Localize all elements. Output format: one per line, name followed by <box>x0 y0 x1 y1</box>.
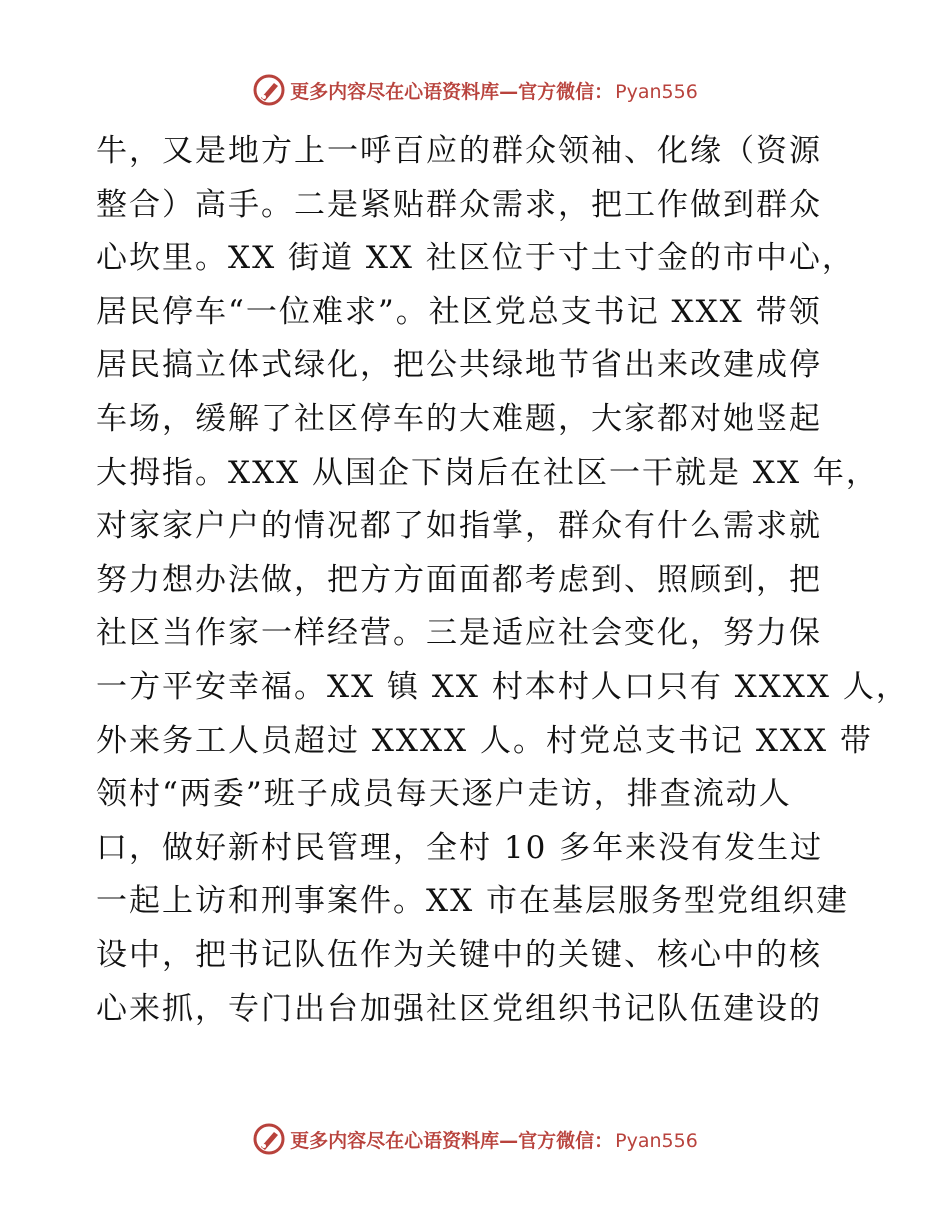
text-line: 领村“两委”班子成员每天逐户走访，排查流动人 <box>96 776 792 813</box>
banner-text: 更多内容尽在心语资料库—官方微信： Pyan556 <box>290 1129 698 1152</box>
text-line: 整合）高手。二是紧贴群众需求，把工作做到群众 <box>96 186 822 223</box>
banner-text: 更多内容尽在心语资料库—官方微信： Pyan556 <box>290 80 698 103</box>
text-line: 口，做好新村民管理，全村 10 多年来没有发生过 <box>96 829 824 866</box>
text-line: 心来抓，专门出台加强社区党组织书记队伍建设的 <box>96 990 822 1027</box>
header-banner <box>0 70 950 110</box>
text-line: 居民停车“一位难求”。社区党总支书记 XXX 带领 <box>96 293 822 330</box>
text-line: 社区当作家一样经营。三是适应社会变化，努力保 <box>96 615 822 652</box>
footer-banner <box>0 1119 950 1159</box>
document-body <box>96 125 909 1036</box>
text-line: 居民搞立体式绿化，把公共绿地节省出来改建成停 <box>96 347 822 384</box>
text-line: 努力想办法做，把方方面面都考虑到、照顾到，把 <box>96 561 822 598</box>
text-line: 一方平安幸福。XX 镇 XX 村本村人口只有 XXXX 人， <box>96 668 909 705</box>
text-line: 牛，又是地方上一呼百应的群众领袖、化缘（资源 <box>96 133 822 169</box>
text-line: 车场，缓解了社区停车的大难题，大家都对她竖起 <box>96 400 822 437</box>
text-line: 心坎里。XX 街道 XX 社区位于寸土寸金的市中心， <box>96 240 855 277</box>
pen-seal-icon <box>252 1122 286 1156</box>
text-line: 设中，把书记队伍作为关键中的关键、核心中的核 <box>96 936 822 973</box>
text-line: 大拇指。XXX 从国企下岗后在社区一干就是 XX 年， <box>96 454 879 491</box>
wechat-account: Pyan556 <box>615 1129 698 1152</box>
wechat-account: Pyan556 <box>615 80 698 103</box>
text-line: 对家家户户的情况都了如指掌，群众有什么需求就 <box>96 508 822 545</box>
text-line: 一起上访和刑事案件。XX 市在基层服务型党组织建 <box>96 883 849 920</box>
pen-seal-icon <box>252 73 286 107</box>
text-line: 外来务工人员超过 XXXX 人。村党总支书记 XXX 带 <box>96 722 873 759</box>
